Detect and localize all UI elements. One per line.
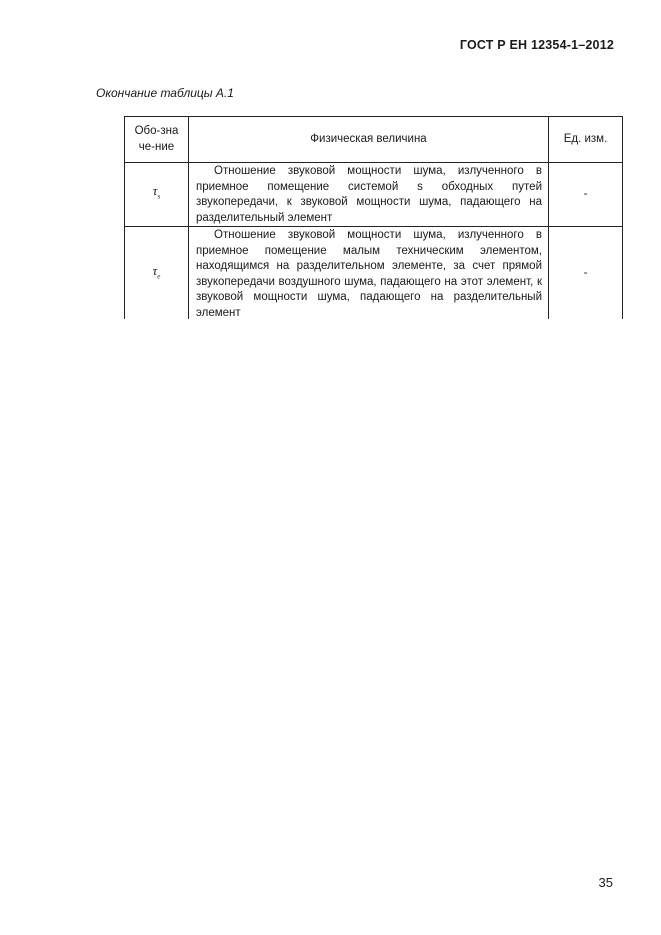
description-text: Отношение звуковой мощности шума, излученного в приемное помещение системой s обходных путей звукопередачи, к звуковой мощности шума, падающего на разделительный элемент bbox=[196, 165, 542, 224]
symbols-table bbox=[124, 116, 623, 321]
page-cut bbox=[0, 319, 661, 329]
description-cell bbox=[189, 227, 549, 322]
header-quantity: Физическая величина bbox=[189, 117, 549, 163]
standard-code: ГОСТ Р ЕН 12354-1–2012 bbox=[459, 38, 614, 52]
unit-cell: - bbox=[549, 227, 623, 322]
unit-cell: - bbox=[549, 163, 623, 227]
symbol-cell bbox=[125, 227, 189, 322]
symbol-letter: τ bbox=[152, 183, 158, 199]
table-row bbox=[125, 163, 623, 227]
table-caption: Окончание таблицы А.1 bbox=[96, 86, 234, 100]
description-cell bbox=[189, 163, 549, 227]
description-text: Отношение звуковой мощности шума, излученного в приемное помещение малым техническим элементом, находящимся на разделительном элементе, за счет прямой звукопередачи воздушного шума, падающего на этот элемент, к звуковой мощности шума, падающего на разделительный элемент bbox=[196, 229, 542, 319]
symbol-cell bbox=[125, 163, 189, 227]
symbol-subscript: s bbox=[157, 193, 161, 202]
header-symbol: Обо-значе-ние bbox=[125, 117, 189, 163]
symbol-letter: τ bbox=[152, 262, 158, 278]
page-number: 35 bbox=[598, 875, 613, 890]
symbol-subscript: e bbox=[157, 272, 161, 281]
table-row bbox=[125, 227, 623, 322]
table-header-row bbox=[125, 117, 623, 163]
header-unit: Ед. изм. bbox=[549, 117, 623, 163]
